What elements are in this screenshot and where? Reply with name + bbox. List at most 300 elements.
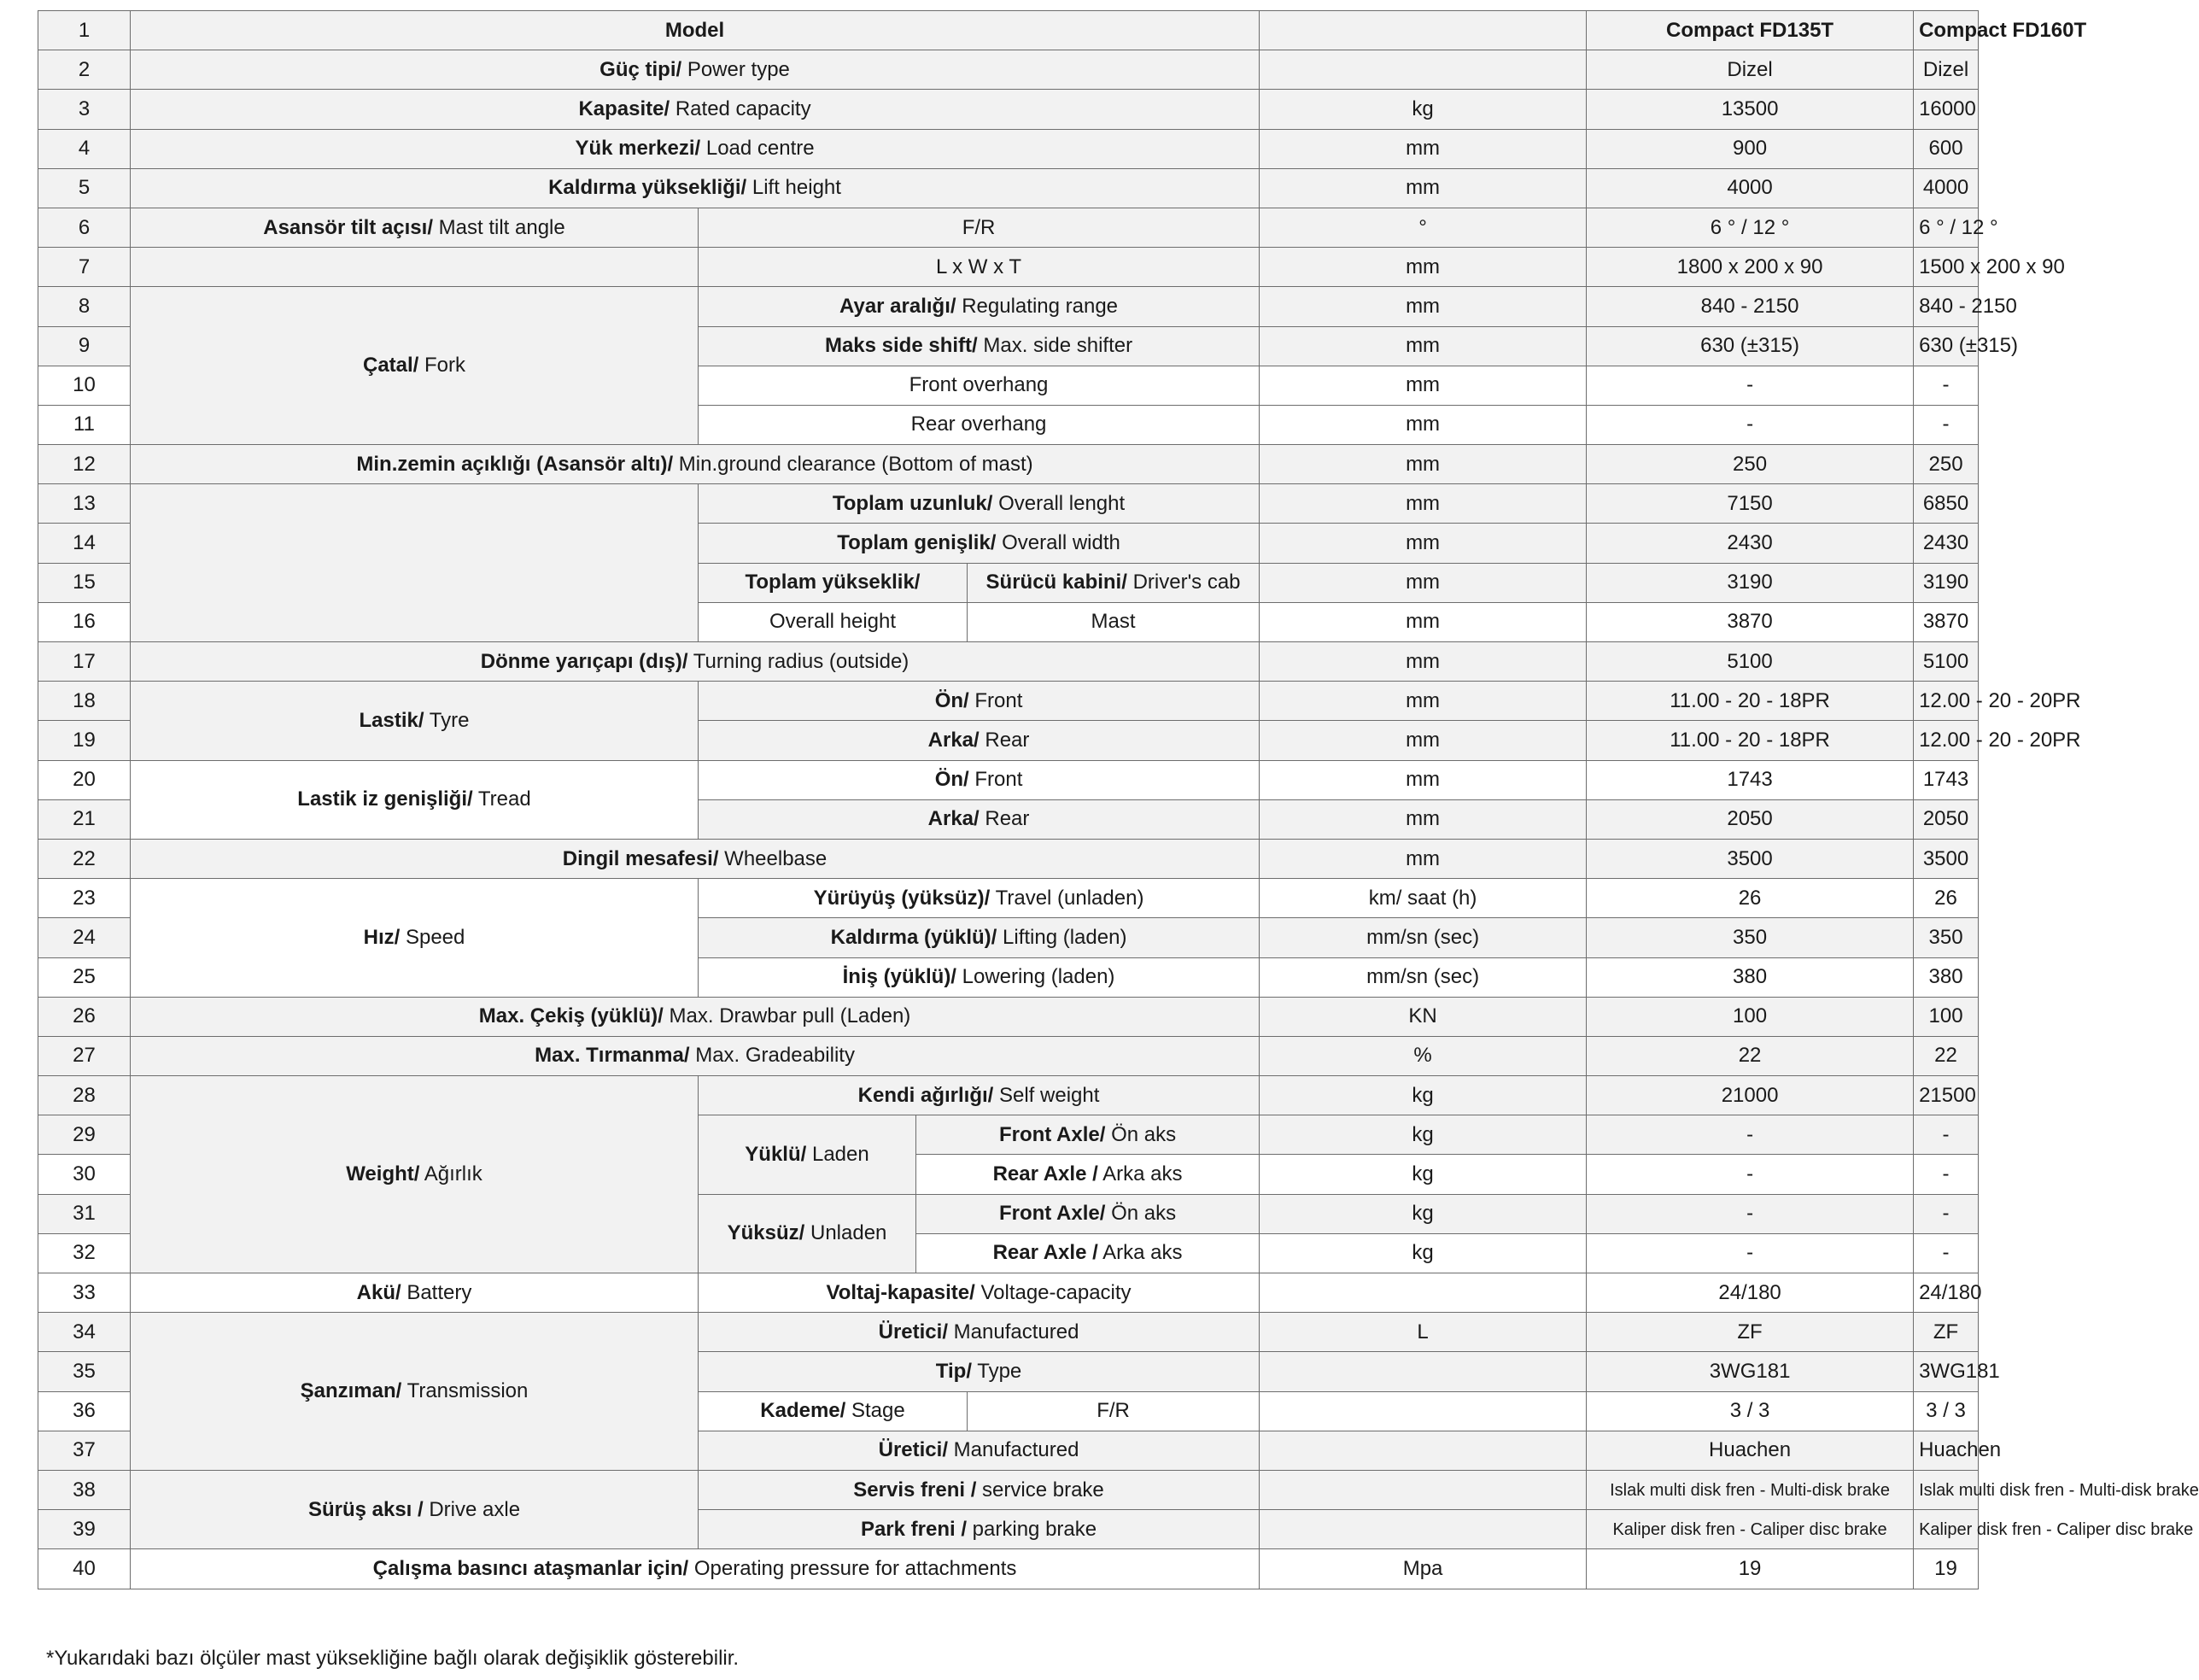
- value-model-1: 3WG181: [1587, 1352, 1914, 1391]
- value-model-2: 3 / 3: [1914, 1391, 1979, 1431]
- group-label-text: Tread: [472, 787, 531, 811]
- unit-cell: mm: [1260, 642, 1587, 682]
- group-label: [131, 287, 699, 445]
- parameter-label-text: Max. Gradeability: [689, 1044, 855, 1068]
- table-row: [38, 760, 1979, 799]
- sub-label-bold: Arka/: [927, 728, 980, 752]
- value-model-2: 21500: [1914, 1076, 1979, 1115]
- group-label-text: Tyre: [424, 708, 470, 732]
- parameter-label-bold: Max. Tırmanma/: [535, 1044, 690, 1068]
- row-number: 32: [38, 1233, 131, 1273]
- value-model-2: 2430: [1914, 524, 1979, 563]
- value-model-2: -: [1914, 1155, 1979, 1194]
- row-number: 11: [38, 405, 131, 444]
- value-model-2: 3500: [1914, 839, 1979, 878]
- sub-label-text: Manufactured: [948, 1438, 1079, 1462]
- table-row: [38, 168, 1979, 208]
- row-number: 22: [38, 839, 131, 878]
- value-model-2: Dizel: [1914, 50, 1979, 90]
- group-label: [131, 248, 699, 287]
- row-number: 33: [38, 1273, 131, 1313]
- unit-cell: mm/sn (sec): [1260, 957, 1587, 997]
- unit-cell: mm: [1260, 760, 1587, 799]
- unit-cell: mm: [1260, 168, 1587, 208]
- parameter-label: [131, 168, 1260, 208]
- table-row: [38, 484, 1979, 524]
- group-label-text: Transmission: [401, 1379, 529, 1403]
- group-label-bold: Lastik/: [359, 708, 424, 732]
- sub-label: [699, 1431, 1260, 1470]
- sub-label: [699, 366, 1260, 405]
- row-number: 15: [38, 563, 131, 602]
- parameter-label-bold: Dönme yarıçapı (dış)/: [480, 649, 688, 673]
- sub-label-bold: İniş (yüklü)/: [842, 965, 956, 989]
- sub-label: [699, 1470, 1260, 1509]
- row-number: 23: [38, 879, 131, 918]
- unit-cell: mm: [1260, 524, 1587, 563]
- row-number: 2: [38, 50, 131, 90]
- value-model-1: 630 (±315): [1587, 326, 1914, 366]
- row-number: 38: [38, 1470, 131, 1509]
- sub-label-text: L x W x T: [936, 255, 1022, 278]
- sub-label-text: Self weight: [993, 1083, 1100, 1107]
- value-model-1: -: [1587, 1194, 1914, 1233]
- value-model-2: -: [1914, 405, 1979, 444]
- value-model-1: 100: [1587, 997, 1914, 1036]
- unit-cell: kg: [1260, 1155, 1587, 1194]
- row-number: 14: [38, 524, 131, 563]
- sub-label-text: Voltage-capacity: [974, 1280, 1132, 1304]
- value-model-1: Huachen: [1587, 1431, 1914, 1470]
- group-label: [131, 1313, 699, 1471]
- group-label: [131, 1470, 699, 1548]
- value-model-1: 5100: [1587, 642, 1914, 682]
- table-row: [38, 248, 1979, 287]
- split-label-text: Laden: [806, 1142, 869, 1166]
- unit-cell: mm: [1260, 366, 1587, 405]
- row-number: 7: [38, 248, 131, 287]
- value-model-1: 21000: [1587, 1076, 1914, 1115]
- parameter-label-bold: Güç tipi/: [599, 57, 682, 81]
- group-label-bold: Çatal/: [362, 354, 419, 378]
- sub-label-text: Max. side shifter: [977, 334, 1133, 358]
- value-model-2: 6850: [1914, 484, 1979, 524]
- unit-cell: kg: [1260, 1115, 1587, 1155]
- sub-label: [699, 1076, 1260, 1115]
- spec-table: [38, 10, 2199, 1589]
- table-row: [38, 90, 1979, 129]
- sub-label: [699, 1273, 1260, 1313]
- sub-label-text: parking brake: [967, 1517, 1097, 1541]
- parameter-label: [131, 129, 1260, 168]
- value-model-2: 22: [1914, 1036, 1979, 1075]
- sub-label-text: Rear: [979, 807, 1030, 831]
- split-label-bold: Yüklü/: [745, 1142, 807, 1166]
- sub-label-text: Rear overhang: [910, 413, 1047, 436]
- row-number: 24: [38, 918, 131, 957]
- unit-cell: kg: [1260, 1233, 1587, 1273]
- value-model-1: 840 - 2150: [1587, 287, 1914, 326]
- value-model-2: -: [1914, 366, 1979, 405]
- sub-label: [699, 524, 1260, 563]
- group-label-bold: Asansör tilt açısı/: [263, 215, 433, 239]
- group-label: [131, 1273, 699, 1313]
- row-number: 19: [38, 721, 131, 760]
- sub-label-bold: Kaldırma (yüklü)/: [830, 925, 997, 949]
- row-number: 17: [38, 642, 131, 682]
- value-model-1: -: [1587, 405, 1914, 444]
- table-row: [38, 1549, 1979, 1589]
- value-model-1: 900: [1587, 129, 1914, 168]
- parameter-label-bold: Dingil mesafesi/: [562, 846, 719, 870]
- value-model-2: 3190: [1914, 563, 1979, 602]
- value-model-2: 4000: [1914, 168, 1979, 208]
- value-model-1: 3 / 3: [1587, 1391, 1914, 1431]
- value-model-1: -: [1587, 1233, 1914, 1273]
- parameter-label: [131, 839, 1260, 878]
- split-label-text: Stage: [845, 1399, 905, 1423]
- split-label: [699, 1194, 916, 1273]
- sub-label-bold: Park freni /: [860, 1517, 968, 1541]
- table-row: [38, 1313, 1979, 1352]
- value-model-1: Islak multi disk fren - Multi-disk brake: [1587, 1470, 1914, 1509]
- row-number: 8: [38, 287, 131, 326]
- group-label: [131, 682, 699, 760]
- table-row: [38, 642, 1979, 682]
- sub-label: [699, 799, 1260, 839]
- row-number: 21: [38, 799, 131, 839]
- table-row: [38, 129, 1979, 168]
- value-model-2: 5100: [1914, 642, 1979, 682]
- value-model-1: 1743: [1587, 760, 1914, 799]
- unit-cell: Mpa: [1260, 1549, 1587, 1589]
- table-row: [38, 50, 1979, 90]
- spec-table-body: [38, 11, 2199, 1589]
- row-number: 9: [38, 326, 131, 366]
- group-label: [131, 879, 699, 998]
- split-label-text: Unladen: [804, 1221, 887, 1245]
- group-label-text: Drive axle: [423, 1497, 521, 1521]
- table-row: [38, 208, 1979, 247]
- value-model-1: 2430: [1587, 524, 1914, 563]
- model-label: Model: [131, 11, 1260, 50]
- value-model-1: 380: [1587, 957, 1914, 997]
- group-label-text: Battery: [401, 1280, 472, 1304]
- value-model-2: 12.00 - 20 - 20PR: [1914, 682, 1979, 721]
- row-number: 3: [38, 90, 131, 129]
- sub-label-text: Overall lenght: [992, 491, 1126, 515]
- sub-label-bold: Ayar aralığı/: [839, 294, 956, 318]
- parameter-label: [131, 642, 1260, 682]
- row-number: 4: [38, 129, 131, 168]
- table-row: [38, 1076, 1979, 1115]
- unit-cell: mm: [1260, 287, 1587, 326]
- parameter-label: [131, 50, 1260, 90]
- split-label: [699, 563, 968, 602]
- value-model-1: 24/180: [1587, 1273, 1914, 1313]
- unit-cell: [1260, 1352, 1587, 1391]
- unit-cell: [1260, 1431, 1587, 1470]
- sub-label-text: Manufactured: [948, 1320, 1079, 1343]
- group-label-bold: Sürüş aksı /: [307, 1497, 424, 1521]
- value-model-2: -: [1914, 1194, 1979, 1233]
- unit-cell: [1260, 1510, 1587, 1549]
- model-name-1: Compact FD135T: [1587, 11, 1914, 50]
- value-model-2: Islak multi disk fren - Multi-disk brake: [1914, 1470, 1979, 1509]
- sub-label-text: Front overhang: [909, 373, 1049, 397]
- split-label: [699, 602, 968, 641]
- split-label: [699, 1391, 968, 1431]
- sub-label: [699, 326, 1260, 366]
- detail-label-bold: Rear Axle /: [992, 1241, 1098, 1265]
- value-model-2: 1743: [1914, 760, 1979, 799]
- value-model-1: 3190: [1587, 563, 1914, 602]
- group-label-text: Ağırlık: [419, 1162, 482, 1186]
- table-row: [38, 287, 1979, 326]
- parameter-label-text: Lift height: [746, 176, 841, 200]
- sub-label-bold: Ön/: [934, 688, 969, 712]
- unit-cell: L: [1260, 1313, 1587, 1352]
- sub-label: [699, 879, 1260, 918]
- detail-label: [916, 1194, 1260, 1233]
- parameter-label-bold: Min.zemin açıklığı (Asansör altı)/: [356, 452, 674, 476]
- group-label: [131, 1076, 699, 1273]
- detail-label: [916, 1233, 1260, 1273]
- unit-cell: mm: [1260, 682, 1587, 721]
- row-number: 26: [38, 997, 131, 1036]
- parameter-label-text: Min.ground clearance (Bottom of mast): [673, 452, 1033, 476]
- sub-label: [699, 1313, 1260, 1352]
- parameter-label-bold: Kaldırma yüksekliği/: [548, 176, 747, 200]
- split-label-bold: Yüksüz/: [727, 1221, 805, 1245]
- sub-label-bold: Arka/: [927, 807, 980, 831]
- value-model-2: 2050: [1914, 799, 1979, 839]
- row-number: 34: [38, 1313, 131, 1352]
- table-row: [38, 1273, 1979, 1313]
- parameter-label-text: Operating pressure for attachments: [688, 1556, 1017, 1580]
- parameter-label: [131, 1036, 1260, 1075]
- row-number: 35: [38, 1352, 131, 1391]
- table-row: [38, 1036, 1979, 1075]
- detail-label: [968, 1391, 1260, 1431]
- sub-label-bold: Toplam genişlik/: [837, 531, 997, 555]
- value-model-2: 3WG181: [1914, 1352, 1979, 1391]
- unit-cell: mm: [1260, 602, 1587, 641]
- unit-cell: kg: [1260, 1076, 1587, 1115]
- value-model-2: 600: [1914, 129, 1979, 168]
- row-number: 28: [38, 1076, 131, 1115]
- row-number: 31: [38, 1194, 131, 1233]
- detail-label-text: Driver's cab: [1126, 571, 1241, 594]
- unit-cell: [1260, 11, 1587, 50]
- row-number: 1: [38, 11, 131, 50]
- group-label-text: Mast tilt angle: [433, 215, 565, 239]
- value-model-1: 7150: [1587, 484, 1914, 524]
- value-model-2: ZF: [1914, 1313, 1979, 1352]
- value-model-2: Huachen: [1914, 1431, 1979, 1470]
- sub-label-bold: Yürüyüş (yüksüz)/: [813, 886, 991, 910]
- value-model-1: ZF: [1587, 1313, 1914, 1352]
- table-header-row: [38, 11, 1979, 50]
- row-number: 5: [38, 168, 131, 208]
- unit-cell: kg: [1260, 90, 1587, 129]
- parameter-label-bold: Kapasite/: [578, 97, 670, 120]
- value-model-2: 840 - 2150: [1914, 287, 1979, 326]
- value-model-2: 12.00 - 20 - 20PR: [1914, 721, 1979, 760]
- sub-label-bold: Voltaj-kapasite/: [826, 1280, 975, 1304]
- sub-label-bold: Üretici/: [878, 1438, 948, 1462]
- table-row: [38, 445, 1979, 484]
- row-number: 18: [38, 682, 131, 721]
- group-label: [131, 484, 699, 642]
- value-model-2: 16000: [1914, 90, 1979, 129]
- detail-label-text: Arka aks: [1097, 1241, 1183, 1265]
- unit-cell: °: [1260, 208, 1587, 247]
- value-model-2: 19: [1914, 1549, 1979, 1589]
- parameter-label-bold: Yük merkezi/: [575, 137, 701, 161]
- value-model-2: -: [1914, 1233, 1979, 1273]
- split-label: [699, 1115, 916, 1194]
- parameter-label-text: Rated capacity: [670, 97, 811, 120]
- row-number: 12: [38, 445, 131, 484]
- sub-label: [699, 287, 1260, 326]
- value-model-2: 100: [1914, 997, 1979, 1036]
- value-model-1: Kaliper disk fren - Caliper disc brake: [1587, 1510, 1914, 1549]
- sub-label-text: Type: [972, 1359, 1022, 1383]
- split-label-text: Overall height: [769, 610, 897, 634]
- sub-label-text: Overall width: [996, 531, 1120, 555]
- detail-label-bold: Sürücü kabini/: [985, 571, 1127, 594]
- value-model-1: -: [1587, 1155, 1914, 1194]
- sub-label: [699, 918, 1260, 957]
- sub-label-text: Regulating range: [956, 294, 1119, 318]
- value-model-2: 350: [1914, 918, 1979, 957]
- unit-cell: mm: [1260, 839, 1587, 878]
- value-model-2: Kaliper disk fren - Caliper disc brake: [1914, 1510, 1979, 1549]
- value-model-1: 350: [1587, 918, 1914, 957]
- group-label-bold: Hız/: [363, 925, 401, 949]
- group-label: [131, 208, 699, 247]
- sub-label-bold: Toplam uzunluk/: [832, 491, 993, 515]
- unit-cell: mm/sn (sec): [1260, 918, 1587, 957]
- value-model-1: 19: [1587, 1549, 1914, 1589]
- value-model-2: 6 ° / 12 °: [1914, 208, 1979, 247]
- sub-label: [699, 682, 1260, 721]
- detail-label-bold: Front Axle/: [998, 1122, 1106, 1146]
- value-model-2: 380: [1914, 957, 1979, 997]
- parameter-label-bold: Max. Çekiş (yüklü)/: [478, 1004, 664, 1028]
- value-model-1: Dizel: [1587, 50, 1914, 90]
- sub-label-bold: Kendi ağırlığı/: [857, 1083, 994, 1107]
- value-model-1: 13500: [1587, 90, 1914, 129]
- detail-label: [916, 1115, 1260, 1155]
- row-number: 27: [38, 1036, 131, 1075]
- detail-label-text: Ön aks: [1105, 1122, 1177, 1146]
- sub-label: [699, 1352, 1260, 1391]
- sub-label: [699, 405, 1260, 444]
- sub-label-text: Rear: [979, 728, 1030, 752]
- value-model-2: 26: [1914, 879, 1979, 918]
- detail-label: [968, 602, 1260, 641]
- table-row: [38, 1470, 1979, 1509]
- unit-cell: km/ saat (h): [1260, 879, 1587, 918]
- parameter-label-text: Turning radius (outside): [687, 649, 909, 673]
- footnote: *Yukarıdaki bazı ölçüler mast yüksekliğine bağlı olarak değişiklik gösterebilir.: [46, 1647, 740, 1670]
- parameter-label: [131, 90, 1260, 129]
- row-number: 16: [38, 602, 131, 641]
- row-number: 20: [38, 760, 131, 799]
- model-name-2: Compact FD160T: [1914, 11, 1979, 50]
- row-number: 10: [38, 366, 131, 405]
- row-number: 36: [38, 1391, 131, 1431]
- row-number: 30: [38, 1155, 131, 1194]
- unit-cell: mm: [1260, 563, 1587, 602]
- value-model-1: 26: [1587, 879, 1914, 918]
- group-label-bold: Şanzıman/: [300, 1379, 402, 1403]
- group-label-bold: Weight/: [346, 1162, 420, 1186]
- unit-cell: mm: [1260, 484, 1587, 524]
- split-label-bold: Kademe/: [760, 1399, 846, 1423]
- value-model-1: 4000: [1587, 168, 1914, 208]
- sub-label-text: Lifting (laden): [997, 925, 1127, 949]
- sub-label-bold: Maks side shift/: [824, 334, 978, 358]
- value-model-1: -: [1587, 1115, 1914, 1155]
- unit-cell: %: [1260, 1036, 1587, 1075]
- parameter-label-text: Load centre: [700, 137, 815, 161]
- sub-label: [699, 760, 1260, 799]
- row-number: 39: [38, 1510, 131, 1549]
- value-model-1: 3870: [1587, 602, 1914, 641]
- parameter-label-bold: Çalışma basıncı ataşmanlar için/: [372, 1556, 689, 1580]
- sub-label-text: Front: [968, 768, 1023, 792]
- detail-label-bold: Rear Axle /: [992, 1162, 1098, 1186]
- parameter-label-text: Power type: [681, 57, 790, 81]
- value-model-2: 24/180: [1914, 1273, 1979, 1313]
- unit-cell: mm: [1260, 326, 1587, 366]
- row-number: 6: [38, 208, 131, 247]
- sub-label-text: service brake: [976, 1478, 1104, 1501]
- detail-label-text: Mast: [1091, 610, 1136, 634]
- sub-label: [699, 208, 1260, 247]
- sub-label-bold: Ön/: [934, 768, 969, 792]
- value-model-2: -: [1914, 1115, 1979, 1155]
- sub-label: [699, 957, 1260, 997]
- group-label-bold: Lastik iz genişliği/: [297, 787, 473, 811]
- unit-cell: KN: [1260, 997, 1587, 1036]
- parameter-label: [131, 445, 1260, 484]
- unit-cell: [1260, 50, 1587, 90]
- sub-label-text: Front: [968, 688, 1023, 712]
- table-row: [38, 839, 1979, 878]
- value-model-1: 11.00 - 20 - 18PR: [1587, 721, 1914, 760]
- unit-cell: mm: [1260, 721, 1587, 760]
- unit-cell: mm: [1260, 405, 1587, 444]
- unit-cell: kg: [1260, 1194, 1587, 1233]
- unit-cell: mm: [1260, 445, 1587, 484]
- unit-cell: [1260, 1470, 1587, 1509]
- detail-label: [968, 563, 1260, 602]
- group-label-text: Fork: [418, 354, 466, 378]
- value-model-1: 11.00 - 20 - 18PR: [1587, 682, 1914, 721]
- table-row: [38, 682, 1979, 721]
- value-model-1: 1800 x 200 x 90: [1587, 248, 1914, 287]
- unit-cell: mm: [1260, 799, 1587, 839]
- sub-label-bold: Tip/: [935, 1359, 973, 1383]
- sub-label-text: Travel (unladen): [990, 886, 1144, 910]
- parameter-label: [131, 997, 1260, 1036]
- unit-cell: mm: [1260, 248, 1587, 287]
- value-model-1: -: [1587, 366, 1914, 405]
